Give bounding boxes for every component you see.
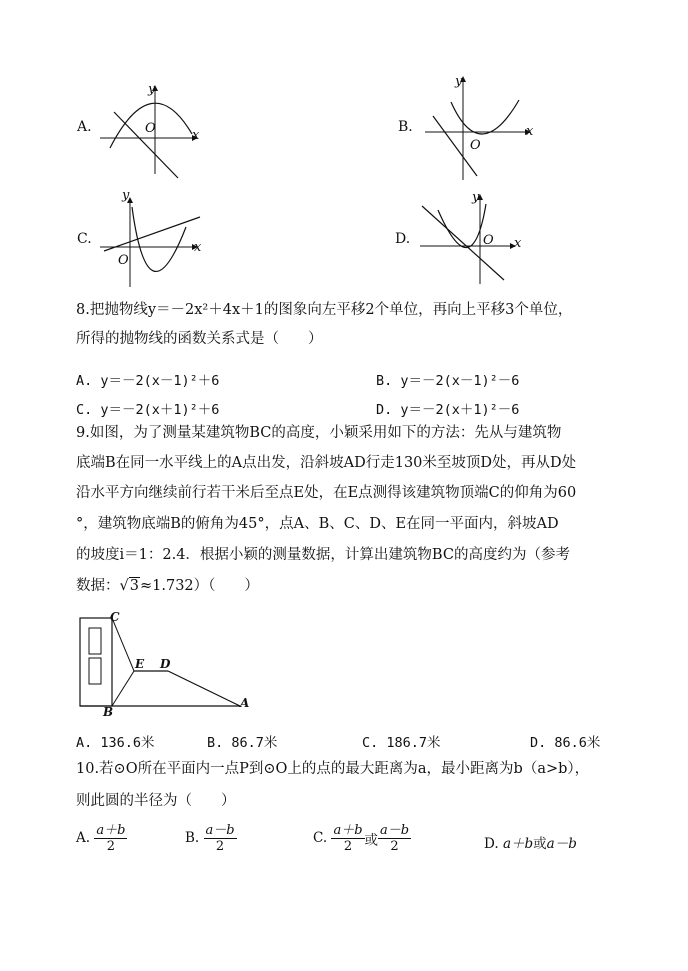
q9-line6-suffix: ≈1.732）（ ）: [139, 578, 259, 594]
point-b-label: B: [103, 705, 114, 719]
q9-line6-prefix: 数据：: [76, 578, 120, 594]
option-label: A.: [76, 830, 91, 846]
y-axis-label: y: [455, 74, 463, 89]
origin-label: O: [470, 138, 481, 153]
q9-option-c[interactable]: C. 186.7米: [362, 735, 441, 751]
q8-option-c[interactable]: C. y＝－2(x＋1)²＋6: [76, 402, 220, 418]
point-c-label: C: [110, 610, 120, 624]
q10-stem-line1: 10.若⊙O所在平面内一点P到⊙O上的点的最大距离为a，最小距离为b（a>b），: [76, 761, 590, 777]
x-axis-label: x: [526, 124, 534, 139]
q10-option-c[interactable]: [313, 823, 411, 854]
numerator: a＋b: [96, 823, 126, 838]
point-e-label: E: [135, 657, 145, 671]
y-axis-label: y: [148, 82, 156, 97]
fraction: [204, 823, 237, 854]
denominator: 2: [106, 839, 116, 854]
q8-option-b[interactable]: B. y＝－2(x－1)²－6: [376, 373, 520, 389]
or-text: 或: [533, 836, 547, 852]
option-label: D.: [484, 836, 499, 852]
sqrt-radicand: 3: [129, 578, 139, 594]
q9-stem-line4: °，建筑物底端B的俯角为45°，点A、B、C、D、E在同一平面内，斜坡AD: [76, 516, 559, 532]
q9-stem-line6: [76, 578, 259, 594]
q8-stem-line2: 所得的抛物线的函数关系式是（ ）: [76, 331, 323, 347]
x-axis-label: x: [194, 240, 202, 255]
q10-stem-line2: 则此圆的半径为（ ）: [76, 793, 236, 809]
q9-stem-line3: 沿水平方向继续前行若干米后至点E处，在E点测得该建筑物顶端C的仰角为60: [76, 485, 577, 501]
y-axis-label: y: [472, 190, 480, 205]
expr-1: a＋b: [502, 836, 534, 852]
q10-option-a[interactable]: [76, 823, 127, 854]
y-axis-label: y: [122, 188, 130, 203]
q9-option-b[interactable]: B. 86.7米: [207, 735, 278, 751]
numerator: a－b: [205, 823, 235, 838]
x-axis-label: x: [514, 236, 522, 251]
q9-stem-line2: 底端B在同一水平线上的A点出发，沿斜坡AD行走130米至坡顶D处，再从D处: [76, 455, 577, 471]
q8-stem-line1: 8.把抛物线y＝－2x²＋4x＋1的图象向左平移2个单位，再向上平移3个单位，: [76, 302, 573, 318]
q9-stem-line1: 9.如图，为了测量某建筑物BC的高度，小颖采用如下的方法：先从与建筑物: [76, 425, 562, 441]
sqrt-symbol: √3: [119, 578, 139, 594]
q9-stem-line5: 的坡度i＝1：2.4．根据小颖的测量数据，计算出建筑物BC的高度约为（参考: [76, 547, 570, 563]
point-d-label: D: [160, 657, 171, 671]
origin-label: O: [145, 121, 156, 136]
q8-option-a[interactable]: A. y＝－2(x－1)²＋6: [76, 373, 220, 389]
option-label: D.: [395, 231, 411, 247]
x-axis-label: x: [192, 128, 200, 143]
fraction: [94, 823, 127, 854]
option-label: C.: [313, 830, 328, 846]
expr-2: a－b: [546, 836, 577, 852]
numerator: a－b: [380, 823, 410, 838]
origin-label: O: [118, 253, 129, 268]
q9-option-a[interactable]: A. 136.6米: [76, 735, 155, 751]
numerator: a＋b: [333, 823, 363, 838]
or-text: 或: [364, 832, 379, 849]
option-label: A.: [77, 119, 92, 135]
option-label: C.: [77, 231, 92, 247]
fraction: [331, 823, 364, 854]
option-label: B.: [398, 119, 413, 135]
option-label: B.: [185, 830, 200, 846]
fraction: [378, 823, 411, 854]
q10-option-b[interactable]: [185, 823, 237, 854]
q8-option-d[interactable]: D. y＝－2(x＋1)²－6: [376, 402, 520, 418]
denominator: 2: [215, 839, 225, 854]
graph-b: [425, 72, 535, 182]
origin-label: O: [483, 233, 494, 248]
denominator: 2: [390, 839, 399, 854]
q10-option-d[interactable]: [484, 832, 577, 852]
q9-option-d[interactable]: D. 86.6米: [530, 735, 601, 751]
point-a-label: A: [240, 696, 250, 710]
denominator: 2: [343, 839, 353, 854]
